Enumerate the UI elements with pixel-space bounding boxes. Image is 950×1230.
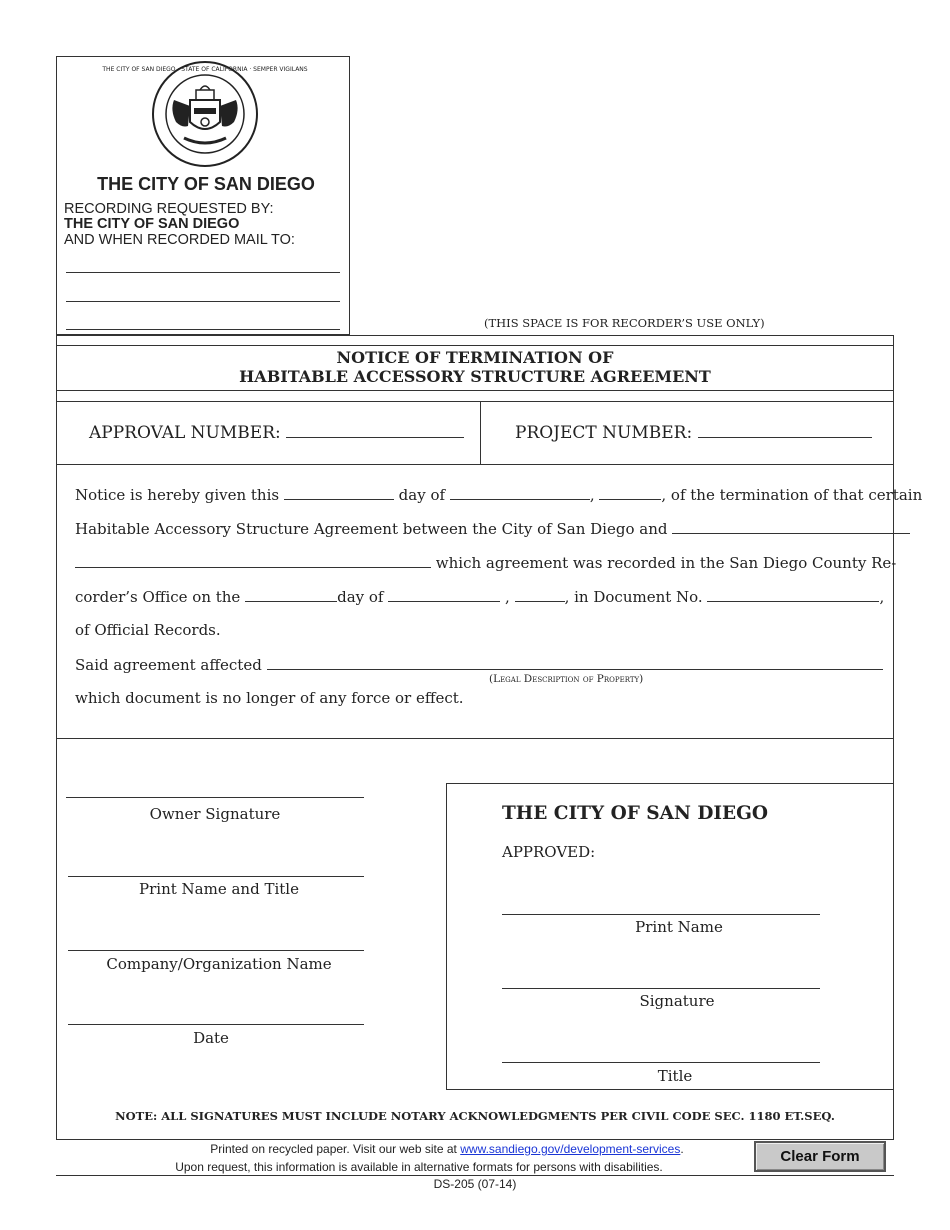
- body-text: corder’s Office on the: [75, 588, 241, 606]
- year-input[interactable]: [599, 485, 661, 500]
- body-text: , in Document No.: [564, 588, 703, 606]
- project-number-label: PROJECT NUMBER:: [515, 423, 693, 443]
- footer-line-1: [56, 1142, 838, 1156]
- project-number-input[interactable]: [698, 423, 872, 438]
- owner-signature-line[interactable]: [66, 797, 364, 798]
- form-title-line1: NOTICE OF TERMINATION OF: [336, 348, 614, 367]
- body-text: Notice is hereby given this: [75, 486, 280, 504]
- body-text: , of the termination of that certain: [661, 486, 923, 504]
- company-name-label: Company/Organization Name: [106, 955, 332, 973]
- body-text: ,: [589, 486, 595, 504]
- body-line-3: [75, 553, 897, 572]
- city-approval-title: THE CITY OF SAN DIEGO: [502, 803, 769, 824]
- city-signature-label: Signature: [639, 992, 715, 1010]
- city-print-name-line[interactable]: [502, 914, 820, 915]
- divider: [56, 738, 894, 739]
- body-text: ,: [505, 588, 510, 606]
- recorded-year-input[interactable]: [515, 587, 565, 602]
- company-name-line[interactable]: [68, 950, 364, 951]
- day-input[interactable]: [284, 485, 394, 500]
- city-approval-box: [446, 783, 894, 1090]
- body-text: day of: [337, 588, 384, 606]
- seal-text: THE CITY OF SAN DIEGO · STATE OF CALIFORNIA · SEMPER VIGILANS: [102, 66, 308, 73]
- mail-to-line-1[interactable]: [66, 272, 340, 273]
- date-line[interactable]: [68, 1024, 364, 1025]
- print-name-title-label: Print Name and Title: [139, 880, 299, 898]
- body-line-5: of Official Records.: [75, 621, 221, 639]
- body-text: Habitable Accessory Structure Agreement between the City of San Diego and: [75, 520, 668, 538]
- body-text: Said agreement affected: [75, 656, 262, 674]
- document-number-input[interactable]: [707, 587, 879, 602]
- date-label: Date: [193, 1029, 229, 1047]
- mail-to-label: AND WHEN RECORDED MAIL TO:: [64, 232, 295, 248]
- number-divider: [480, 401, 481, 464]
- approval-number-input[interactable]: [286, 423, 464, 438]
- recording-city-label: THE CITY OF SAN DIEGO: [64, 216, 240, 232]
- mail-to-line-2[interactable]: [66, 301, 340, 302]
- mail-to-line-3[interactable]: [66, 329, 340, 330]
- clear-form-button[interactable]: Clear Form: [754, 1141, 886, 1172]
- body-text: day of: [398, 486, 446, 504]
- city-title: THE CITY OF SAN DIEGO: [97, 174, 315, 194]
- recorded-day-input[interactable]: [245, 587, 337, 602]
- party-name-continued-input[interactable]: [75, 553, 431, 568]
- body-text: which agreement was recorded in the San Diego County Re-: [435, 554, 897, 572]
- notary-note: NOTE: ALL SIGNATURES MUST INCLUDE NOTARY ACKNOWLEDGMENTS PER CIVIL CODE SEC. 1180 ET.SEQ.: [115, 1109, 835, 1123]
- city-title-label: Title: [657, 1067, 693, 1085]
- owner-signature-label: Owner Signature: [149, 805, 281, 823]
- footer-text: Printed on recycled paper. Visit our web site at: [210, 1142, 457, 1156]
- footer-line-2: Upon request, this information is available in alternative formats for persons with disabilities.: [175, 1160, 663, 1174]
- recorder-use-note: (THIS SPACE IS FOR RECORDER’S USE ONLY): [484, 316, 765, 330]
- legal-description-input[interactable]: [267, 655, 883, 670]
- party-name-input[interactable]: [672, 519, 910, 534]
- divider: [56, 345, 894, 346]
- approval-number-field: [89, 423, 464, 443]
- city-title-line[interactable]: [502, 1062, 820, 1063]
- print-name-title-line[interactable]: [68, 876, 364, 877]
- body-line-6: [75, 655, 875, 674]
- city-print-name-label: Print Name: [635, 918, 723, 936]
- legal-description-caption: (Legal Description of Property): [489, 673, 644, 685]
- project-number-field: [515, 423, 872, 443]
- approval-number-label: APPROVAL NUMBER:: [89, 423, 281, 443]
- body-line-4: [75, 587, 885, 606]
- body-line-1: [75, 485, 923, 504]
- divider: [56, 401, 894, 402]
- month-input[interactable]: [450, 485, 590, 500]
- divider: [56, 390, 894, 391]
- divider: [56, 1175, 894, 1176]
- footer-text: .: [680, 1142, 684, 1156]
- body-line-7: which document is no longer of any force or effect.: [75, 689, 464, 707]
- website-link[interactable]: www.sandiego.gov/development-services: [460, 1142, 681, 1156]
- form-title-line2: HABITABLE ACCESSORY STRUCTURE AGREEMENT: [239, 367, 711, 386]
- recording-requested-label: RECORDING REQUESTED BY:: [64, 201, 274, 217]
- body-text: ,: [879, 588, 885, 606]
- city-seal: [102, 60, 308, 168]
- recorded-month-input[interactable]: [388, 587, 500, 602]
- city-signature-line[interactable]: [502, 988, 820, 989]
- divider: [56, 464, 894, 465]
- form-id: DS-205 (07-14): [433, 1177, 517, 1191]
- approved-label: APPROVED:: [502, 843, 596, 861]
- body-line-2: [75, 519, 875, 538]
